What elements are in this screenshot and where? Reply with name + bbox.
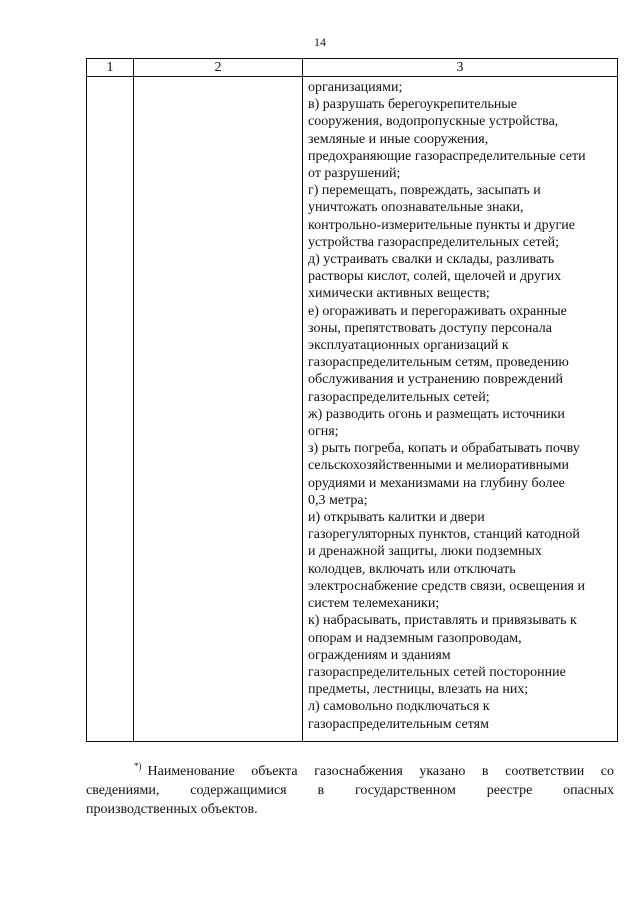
column-header-3: 3 — [303, 59, 618, 77]
cell-line: предохраняющие газораспределительные сети — [308, 148, 586, 164]
cell-line: обслуживания и устранению повреждений — [308, 372, 564, 388]
cell-line: и) открывать калитки и двери — [308, 510, 485, 526]
cell-line: г) перемещать, повреждать, засыпать и — [308, 183, 541, 199]
cell-line: контрольно-измерительные пункты и другие — [308, 217, 575, 233]
column-header-2: 2 — [134, 59, 303, 77]
cell-line: уничтожать опознавательные знаки, — [308, 200, 524, 216]
cell-line: ж) разводить огонь и размещать источники — [308, 406, 565, 422]
table-header-row — [87, 59, 618, 77]
cell-line: е) огораживать и перегораживать охранные — [308, 303, 567, 319]
cell-line: огня; — [308, 424, 339, 440]
footnote-mark: *) — [134, 761, 142, 771]
cell-line: и дренажной защиты, люки подземных — [308, 544, 542, 560]
cell-line: растворы кислот, солей, щелочей и других — [308, 269, 562, 285]
table-cell-col2 — [134, 77, 303, 742]
cell-line: зоны, препятствовать доступу персонала — [308, 320, 552, 336]
cell-line: л) самовольно подключаться к — [308, 699, 490, 715]
prohibitions-list — [303, 77, 617, 733]
cell-line: земляные и иные сооружения, — [308, 131, 489, 147]
cell-line: газорегуляторных пунктов, станций катодной — [308, 527, 580, 543]
cell-line: предметы, лестницы, влезать на них; — [308, 682, 529, 698]
footnote-line-1 — [86, 757, 614, 781]
cell-line: ограждениям и зданиям — [308, 647, 451, 663]
footnote-line-3: производственных объектов. — [86, 802, 258, 817]
column-header-1: 1 — [87, 59, 134, 77]
cell-line: опорам и надземным газопроводам, — [308, 630, 522, 646]
cell-line: газораспределительных сетей; — [308, 389, 490, 405]
cell-line: электроснабжение средств связи, освещения и — [308, 578, 585, 594]
cell-line: з) рыть погреба, копать и обрабатывать почву — [308, 441, 580, 457]
cell-line: химически активных веществ; — [308, 286, 490, 302]
document-table — [86, 58, 618, 742]
cell-line: газораспределительным сетям — [308, 716, 489, 732]
cell-line: 0,3 метра; — [308, 492, 368, 508]
cell-line: газораспределительным сетям, проведению — [308, 355, 569, 371]
cell-line: сельскохозяйственными и мелиоративными — [308, 458, 570, 474]
footnote-line-2: сведениями, содержащимися в государственном реестре опасных — [86, 783, 614, 798]
cell-line: организациями; — [308, 80, 403, 95]
footnote-text-1: Наименование объекта газоснабжения указано в соответствии со — [147, 764, 614, 779]
cell-line: колодцев, включать или отключать — [308, 561, 516, 577]
table-cell-col1 — [87, 77, 134, 742]
cell-line: орудиями и механизмами на глубину более — [308, 475, 565, 491]
cell-line: сооружения, водопропускные устройства, — [308, 114, 559, 130]
page-number: 14 — [314, 35, 326, 49]
table-row — [87, 77, 618, 742]
cell-line: систем телемеханики; — [308, 596, 440, 612]
cell-line: в) разрушать берегоукрепительные — [308, 97, 518, 113]
cell-line: газораспределительных сетей посторонние — [308, 664, 566, 680]
cell-line: д) устраивать свалки и склады, разливать — [308, 252, 555, 268]
cell-line: от разрушений; — [308, 166, 401, 182]
table-cell-col3 — [303, 77, 618, 742]
cell-line: эксплуатационных организаций к — [308, 338, 509, 354]
footnote — [86, 757, 614, 819]
cell-line: к) набрасывать, приставлять и привязывать к — [308, 613, 577, 629]
cell-line: устройства газораспределительных сетей; — [308, 234, 560, 250]
